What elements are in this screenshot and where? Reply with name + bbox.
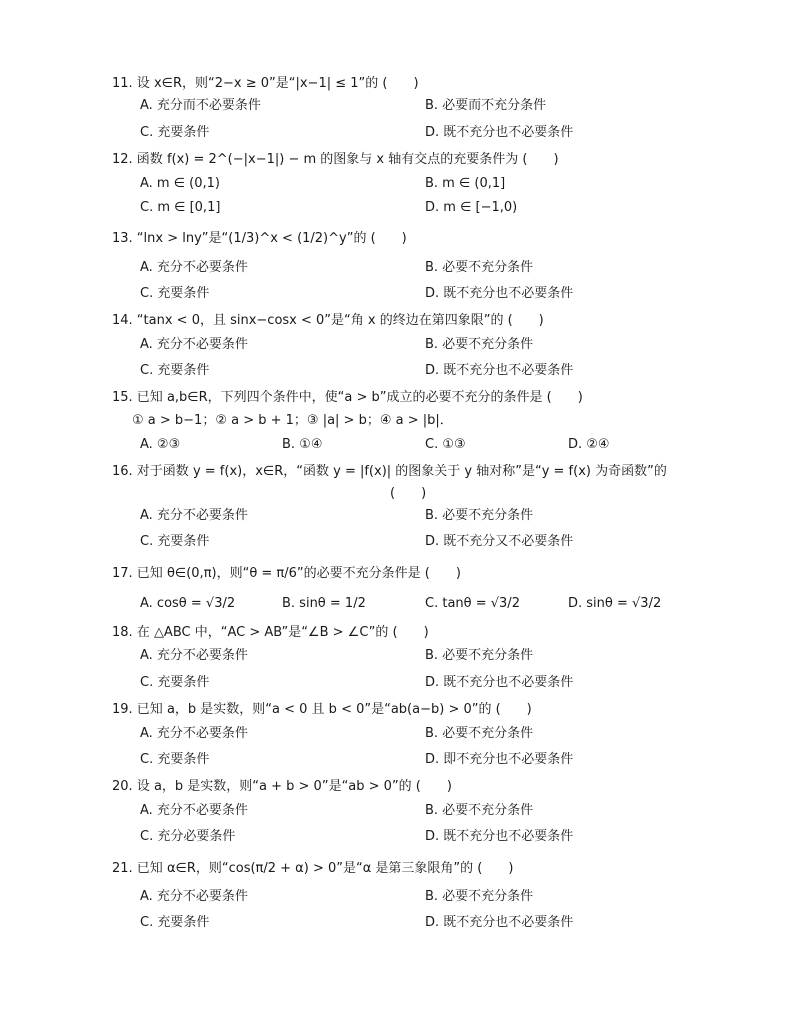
question-15-option-c: C. ①③ (425, 437, 466, 452)
question-16-option-b: B. 必要不充分条件 (425, 508, 534, 523)
question-14-option-c: C. 充要条件 (140, 363, 210, 378)
question-21-option-d: D. 既不充分也不必要条件 (425, 915, 574, 930)
question-19-option-a: A. 充分不必要条件 (140, 726, 248, 741)
question-13-option-c: C. 充要条件 (140, 286, 210, 301)
question-20-stem: 20. 设 a，b 是实数，则“a + b > 0”是“ab > 0”的 ( ) (112, 779, 452, 794)
question-20-option-c: C. 充分必要条件 (140, 829, 236, 844)
question-18-stem: 18. 在 △ABC 中，“AC > AB”是“∠B > ∠C”的 ( ) (112, 625, 429, 640)
question-16-answer-blank: ( ) (390, 486, 427, 501)
question-11-option-b: B. 必要而不充分条件 (425, 98, 547, 113)
question-13-option-d: D. 既不充分也不必要条件 (425, 286, 574, 301)
question-14-option-a: A. 充分不必要条件 (140, 337, 248, 352)
question-12-option-c: C. m ∈ [0,1] (140, 200, 221, 215)
question-16-option-d: D. 既不充分又不必要条件 (425, 534, 574, 549)
question-14-stem: 14. “tanx < 0，且 sinx−cosx < 0”是“角 x 的终边在第四象限”的 ( ) (112, 313, 544, 328)
question-11-stem: 11. 设 x∈R，则“2−x ≥ 0”是“|x−1| ≤ 1”的 ( ) (112, 76, 419, 91)
question-11-option-a: A. 充分而不必要条件 (140, 98, 261, 113)
question-17-option-b: B. sinθ = 1/2 (282, 596, 366, 611)
question-19-option-b: B. 必要不充分条件 (425, 726, 534, 741)
question-15-conditions: ① a > b−1；② a > b + 1；③ |a| > b；④ a > |b|． (132, 413, 453, 428)
question-11-option-d: D. 既不充分也不必要条件 (425, 125, 574, 140)
question-18-option-a: A. 充分不必要条件 (140, 648, 248, 663)
question-20-option-a: A. 充分不必要条件 (140, 803, 248, 818)
question-21-option-a: A. 充分不必要条件 (140, 889, 248, 904)
question-18-option-d: D. 既不充分也不必要条件 (425, 675, 574, 690)
question-21-stem: 21. 已知 α∈R，则“cos(π/2 + α) > 0”是“α 是第三象限角”的 ( ) (112, 861, 514, 876)
question-17-option-a: A. cosθ = √3/2 (140, 596, 236, 611)
question-14-option-d: D. 既不充分也不必要条件 (425, 363, 574, 378)
question-11-option-c: C. 充要条件 (140, 125, 210, 140)
question-18-option-c: C. 充要条件 (140, 675, 210, 690)
question-13-stem: 13. “lnx > lny”是“(1/3)^x < (1/2)^y”的 ( ) (112, 231, 407, 246)
question-16-stem: 16. 对于函数 y = f(x)，x∈R，“函数 y = |f(x)| 的图象关于 y 轴对称”是“y = f(x) 为奇函数”的 (112, 464, 667, 479)
question-15-option-d: D. ②④ (568, 437, 610, 452)
question-12-option-b: B. m ∈ (0,1] (425, 176, 506, 191)
question-20-option-d: D. 既不充分也不必要条件 (425, 829, 574, 844)
question-12-option-d: D. m ∈ [−1,0) (425, 200, 518, 215)
question-13-option-a: A. 充分不必要条件 (140, 260, 248, 275)
question-19-stem: 19. 已知 a，b 是实数，则“a < 0 且 b < 0”是“ab(a−b) > 0”的 ( ) (112, 702, 532, 717)
question-18-option-b: B. 必要不充分条件 (425, 648, 534, 663)
question-15-option-b: B. ①④ (282, 437, 323, 452)
question-17-option-c: C. tanθ = √3/2 (425, 596, 520, 611)
question-20-option-b: B. 必要不充分条件 (425, 803, 534, 818)
question-14-option-b: B. 必要不充分条件 (425, 337, 534, 352)
question-16-option-c: C. 充要条件 (140, 534, 210, 549)
question-19-option-c: C. 充要条件 (140, 752, 210, 767)
question-17-option-d: D. sinθ = √3/2 (568, 596, 662, 611)
question-13-option-b: B. 必要不充分条件 (425, 260, 534, 275)
question-21-option-c: C. 充要条件 (140, 915, 210, 930)
question-15-stem: 15. 已知 a,b∈R，下列四个条件中，使“a > b”成立的必要不充分的条件是 ( ) (112, 390, 583, 405)
question-12-option-a: A. m ∈ (0,1) (140, 176, 220, 191)
question-19-option-d: D. 即不充分也不必要条件 (425, 752, 574, 767)
question-12-stem: 12. 函数 f(x) = 2^(−|x−1|) − m 的图象与 x 轴有交点的充要条件为 ( ) (112, 152, 559, 167)
question-15-option-a: A. ②③ (140, 437, 181, 452)
question-17-stem: 17. 已知 θ∈(0,π)，则“θ = π/6”的必要不充分条件是 ( ) (112, 566, 461, 581)
question-21-option-b: B. 必要不充分条件 (425, 889, 534, 904)
question-16-option-a: A. 充分不必要条件 (140, 508, 248, 523)
